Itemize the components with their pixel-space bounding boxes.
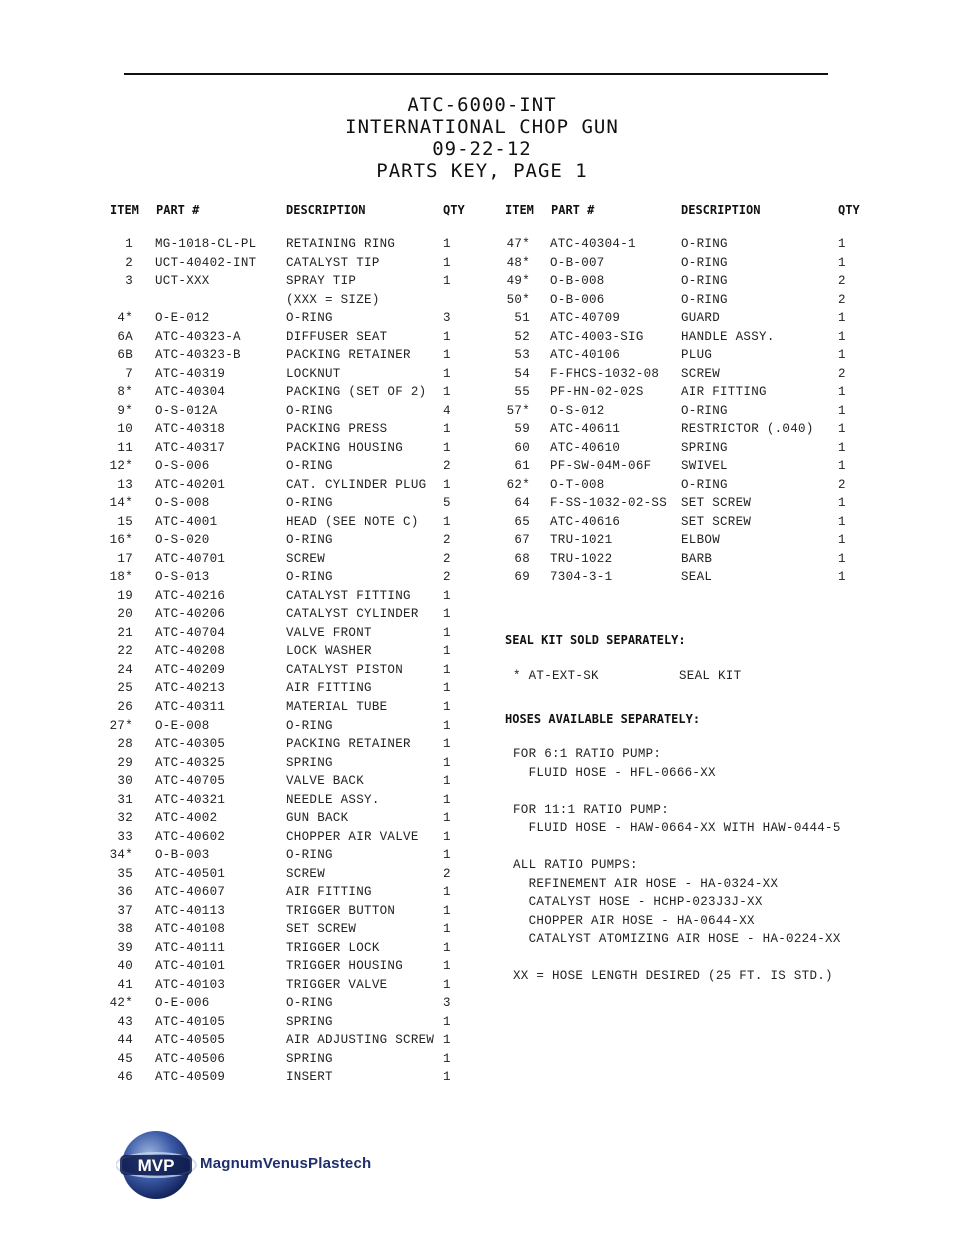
- cell-part: ATC-40701: [155, 551, 226, 566]
- cell-item: 9*: [117, 403, 133, 418]
- cell-item: 34*: [109, 848, 133, 863]
- cell-qty: 3: [443, 996, 451, 1011]
- cell-part: ATC-40209: [155, 662, 226, 677]
- cell-item: 52: [514, 329, 530, 344]
- cell-part: ATC-40105: [155, 1014, 226, 1029]
- cell-part: PF-SW-04M-06F: [550, 459, 652, 474]
- cell-item: 6A: [117, 329, 133, 344]
- cell-description: O-RING: [286, 459, 333, 474]
- cell-qty: 1: [838, 496, 846, 511]
- cell-qty: 2: [838, 477, 846, 492]
- cell-item: 50*: [506, 292, 530, 307]
- seal-kit-part: * AT-EXT-SK: [513, 669, 599, 683]
- cell-description: INSERT: [286, 1070, 333, 1085]
- cell-part: ATC-40201: [155, 477, 226, 492]
- cell-part: ATC-40216: [155, 588, 226, 603]
- cell-item: 65: [514, 514, 530, 529]
- cell-description: RESTRICTOR (.040): [681, 422, 814, 437]
- left-col-item-header: ITEM: [110, 203, 139, 217]
- hose-line: CATALYST HOSE - HCHP-023J3J-XX: [513, 895, 763, 909]
- cell-part: ATC-40317: [155, 440, 226, 455]
- cell-description: CATALYST TIP: [286, 255, 380, 270]
- cell-qty: 1: [443, 811, 451, 826]
- hose-line: ALL RATIO PUMPS:: [513, 858, 638, 872]
- cell-qty: 3: [443, 311, 451, 326]
- cell-qty: 1: [443, 848, 451, 863]
- cell-description: SPRING: [286, 1051, 333, 1066]
- cell-description: O-RING: [286, 311, 333, 326]
- cell-qty: 1: [443, 625, 451, 640]
- cell-description: SET SCREW: [681, 496, 752, 511]
- cell-item: 20: [117, 607, 133, 622]
- hose-line: CATALYST ATOMIZING AIR HOSE - HA-0224-XX: [513, 932, 841, 946]
- cell-part: O-S-020: [155, 533, 210, 548]
- cell-item: 39: [117, 940, 133, 955]
- cell-description: O-RING: [681, 477, 728, 492]
- cell-description: SET SCREW: [286, 922, 357, 937]
- hose-line: XX = HOSE LENGTH DESIRED (25 FT. IS STD.): [513, 969, 833, 983]
- hose-line: REFINEMENT AIR HOSE - HA-0324-XX: [513, 876, 779, 891]
- cell-qty: 1: [443, 1051, 451, 1066]
- cell-qty: 2: [443, 866, 451, 881]
- hoses-heading: HOSES AVAILABLE SEPARATELY:: [505, 712, 701, 726]
- cell-item: 57*: [506, 403, 530, 418]
- cell-item: 3: [125, 274, 133, 289]
- cell-item: 64: [514, 496, 530, 511]
- cell-item: 37: [117, 903, 133, 918]
- cell-item: 36: [117, 885, 133, 900]
- cell-item: 24: [117, 662, 133, 677]
- cell-item: 67: [514, 533, 530, 548]
- cell-qty: 1: [443, 1033, 451, 1048]
- cell-part: O-S-008: [155, 496, 210, 511]
- cell-qty: 1: [443, 255, 451, 270]
- cell-qty: 2: [838, 274, 846, 289]
- right-col-item-header: ITEM: [505, 203, 534, 217]
- cell-part: F-FHCS-1032-08: [550, 366, 660, 381]
- cell-item: 61: [514, 459, 530, 474]
- cell-part: ATC-40602: [155, 829, 226, 844]
- cell-item: 25: [117, 681, 133, 696]
- hose-line: FLUID HOSE - HFL-0666-XX: [513, 765, 716, 780]
- hose-line: FOR 11:1 RATIO PUMP:: [513, 802, 670, 817]
- cell-description: O-RING: [286, 533, 333, 548]
- cell-part: TRU-1021: [550, 533, 613, 548]
- cell-qty: 1: [443, 977, 451, 992]
- cell-part: ATC-40709: [550, 311, 621, 326]
- cell-part: ATC-4001: [155, 514, 218, 529]
- cell-qty: 1: [443, 700, 451, 714]
- cell-part: O-S-013: [155, 570, 210, 585]
- cell-part: ATC-40611: [550, 422, 621, 437]
- cell-item: 4*: [117, 311, 133, 326]
- cell-item: 13: [117, 477, 133, 492]
- cell-part: O-E-006: [155, 996, 210, 1011]
- cell-description: SCREW: [681, 366, 721, 381]
- cell-description: O-RING: [286, 996, 333, 1011]
- cell-qty: 1: [443, 792, 451, 807]
- cell-description: ELBOW: [681, 533, 721, 548]
- cell-description: CAT. CYLINDER PLUG: [286, 477, 427, 492]
- cell-description: SPRING: [286, 1014, 333, 1029]
- cell-description: AIR ADJUSTING SCREW: [286, 1033, 435, 1048]
- cell-description: SEAL: [681, 570, 713, 585]
- cell-qty: 1: [443, 940, 451, 955]
- cell-item: 38: [117, 922, 133, 937]
- cell-part: TRU-1022: [550, 551, 613, 566]
- cell-item: 48*: [506, 255, 530, 270]
- cell-description: SET SCREW: [681, 514, 752, 529]
- cell-description: O-RING: [286, 718, 333, 733]
- cell-qty: 1: [838, 348, 846, 363]
- cell-part: MG-1018-CL-PL: [155, 237, 257, 251]
- cell-item: 12*: [109, 459, 133, 474]
- cell-description: O-RING: [286, 403, 333, 418]
- left-col-qty-header: QTY: [443, 203, 465, 217]
- doc-title-date: 09-22-12: [432, 138, 532, 160]
- cell-item: 15: [117, 514, 133, 529]
- cell-qty: 2: [838, 292, 846, 307]
- cell-qty: 1: [838, 237, 846, 251]
- cell-part: ATC-40101: [155, 959, 226, 974]
- cell-qty: 1: [443, 237, 451, 251]
- top-rule: [124, 73, 828, 75]
- cell-qty: 1: [443, 737, 451, 752]
- cell-part: ATC-40213: [155, 681, 226, 696]
- cell-qty: 1: [443, 588, 451, 603]
- cell-qty: 1: [443, 755, 451, 770]
- cell-item: 17: [117, 551, 133, 566]
- cell-item: 68: [514, 551, 530, 566]
- cell-item: 47*: [506, 237, 530, 251]
- cell-description: DIFFUSER SEAT: [286, 329, 388, 344]
- cell-part: ATC-40208: [155, 644, 226, 659]
- cell-qty: 1: [838, 311, 846, 326]
- cell-part: ATC-40103: [155, 977, 226, 992]
- cell-qty: 2: [443, 533, 451, 548]
- seal-kit-heading: SEAL KIT SOLD SEPARATELY:: [505, 633, 686, 647]
- cell-item: 42*: [109, 996, 133, 1011]
- cell-description: O-RING: [681, 292, 728, 307]
- cell-item: 30: [117, 774, 133, 789]
- cell-item: 54: [514, 366, 530, 381]
- cell-description: MATERIAL TUBE: [286, 700, 388, 714]
- cell-item: 11: [117, 440, 133, 455]
- cell-part: O-E-008: [155, 718, 210, 733]
- cell-description: RETAINING RING: [286, 237, 396, 251]
- cell-qty: 1: [443, 718, 451, 733]
- cell-qty: 1: [838, 459, 846, 474]
- cell-item: 55: [514, 385, 530, 400]
- cell-part: ATC-40318: [155, 422, 226, 437]
- cell-description: AIR FITTING: [286, 681, 372, 696]
- cell-part: ATC-40319: [155, 366, 226, 381]
- cell-part: ATC-40323-B: [155, 348, 241, 363]
- cell-qty: 1: [838, 551, 846, 566]
- cell-item: 8*: [117, 385, 133, 400]
- cell-part: O-S-012: [550, 403, 605, 418]
- cell-qty: 1: [443, 1070, 451, 1085]
- cell-qty: 1: [443, 607, 451, 622]
- cell-item: 46: [117, 1070, 133, 1085]
- hose-line: FOR 6:1 RATIO PUMP:: [513, 747, 662, 761]
- right-col-qty-header: QTY: [838, 203, 860, 217]
- cell-description: NEEDLE ASSY.: [286, 792, 380, 807]
- cell-qty: 1: [838, 329, 846, 344]
- cell-description: O-RING: [681, 255, 728, 270]
- cell-description: CATALYST CYLINDER: [286, 607, 419, 622]
- cell-item: 6B: [117, 348, 133, 363]
- cell-item: 21: [117, 625, 133, 640]
- cell-qty: 1: [443, 440, 451, 455]
- doc-title-model: ATC-6000-INT: [407, 94, 557, 116]
- cell-description: O-RING: [681, 274, 728, 289]
- cell-item: 62*: [506, 477, 530, 492]
- cell-description: TRIGGER HOUSING: [286, 959, 404, 974]
- cell-part: ATC-40704: [155, 625, 226, 640]
- seal-kit-description: SEAL KIT: [679, 669, 742, 683]
- cell-description: O-RING: [681, 403, 728, 418]
- cell-qty: 1: [443, 922, 451, 937]
- cell-item: 45: [117, 1051, 133, 1066]
- cell-qty: 1: [443, 1014, 451, 1029]
- cell-description: PLUG: [681, 348, 713, 363]
- cell-item: 28: [117, 737, 133, 752]
- cell-description: SWIVEL: [681, 459, 728, 474]
- cell-qty: 2: [443, 551, 451, 566]
- cell-part: ATC-40106: [550, 348, 621, 363]
- cell-part: ATC-40113: [155, 903, 226, 918]
- cell-item: 53: [514, 348, 530, 363]
- cell-description: SPRING: [681, 440, 728, 455]
- right-col-description-header: DESCRIPTION: [681, 203, 761, 217]
- cell-description: (XXX = SIZE): [286, 292, 380, 307]
- cell-qty: 1: [443, 366, 451, 381]
- cell-part: O-T-008: [550, 477, 605, 492]
- cell-description: LOCKNUT: [286, 366, 341, 381]
- cell-part: F-SS-1032-02-SS: [550, 496, 668, 511]
- cell-item: 29: [117, 755, 133, 770]
- cell-qty: 1: [838, 403, 846, 418]
- cell-description: TRIGGER BUTTON: [286, 903, 396, 918]
- company-name: MagnumVenusPlastech: [200, 1155, 372, 1172]
- cell-qty: 1: [443, 514, 451, 529]
- cell-qty: 2: [443, 459, 451, 474]
- cell-part: UCT-40402-INT: [155, 255, 257, 270]
- cell-part: ATC-40311: [155, 700, 226, 714]
- cell-item: 16*: [109, 533, 133, 548]
- cell-part: O-B-008: [550, 274, 605, 289]
- cell-part: 7304-3-1: [550, 570, 613, 585]
- cell-description: SPRING: [286, 755, 333, 770]
- cell-part: ATC-40323-A: [155, 329, 241, 344]
- cell-item: 40: [117, 959, 133, 974]
- cell-qty: 1: [443, 422, 451, 437]
- cell-item: 51: [514, 311, 530, 326]
- cell-part: ATC-40304: [155, 385, 226, 400]
- cell-qty: 1: [443, 385, 451, 400]
- cell-description: VALVE BACK: [286, 774, 365, 789]
- cell-part: O-B-006: [550, 292, 605, 307]
- left-col-description-header: DESCRIPTION: [286, 203, 366, 217]
- cell-description: PACKING (SET OF 2): [286, 385, 427, 400]
- hose-line: CHOPPER AIR HOSE - HA-0644-XX: [513, 913, 755, 928]
- cell-item: 22: [117, 644, 133, 659]
- cell-part: ATC-40325: [155, 755, 226, 770]
- cell-part: ATC-40206: [155, 607, 226, 622]
- cell-description: SCREW: [286, 551, 326, 566]
- cell-description: AIR FITTING: [681, 385, 767, 400]
- cell-item: 31: [117, 792, 133, 807]
- cell-qty: 1: [443, 477, 451, 492]
- cell-description: SCREW: [286, 866, 326, 881]
- cell-part: O-B-007: [550, 255, 605, 270]
- cell-qty: 5: [443, 496, 451, 511]
- cell-qty: 1: [838, 533, 846, 548]
- cell-item: 49*: [506, 274, 530, 289]
- cell-item: 10: [117, 422, 133, 437]
- cell-qty: 1: [443, 959, 451, 974]
- cell-part: ATC-40304-1: [550, 237, 636, 251]
- cell-description: HEAD (SEE NOTE C): [286, 514, 419, 529]
- cell-qty: 1: [838, 514, 846, 529]
- cell-qty: 1: [443, 662, 451, 677]
- cell-part: ATC-40501: [155, 866, 226, 881]
- cell-part: O-S-012A: [155, 403, 218, 418]
- cell-description: TRIGGER LOCK: [286, 940, 380, 955]
- cell-description: TRIGGER VALVE: [286, 977, 388, 992]
- cell-part: ATC-40506: [155, 1051, 226, 1066]
- cell-qty: 1: [838, 385, 846, 400]
- cell-qty: 1: [443, 903, 451, 918]
- cell-description: PACKING PRESS: [286, 422, 388, 437]
- cell-item: 26: [117, 700, 133, 714]
- cell-part: ATC-40505: [155, 1033, 226, 1048]
- cell-part: ATC-40111: [155, 940, 226, 955]
- cell-item: 41: [117, 977, 133, 992]
- cell-part: ATC-40616: [550, 514, 621, 529]
- logo-mark: MVP: [137, 1156, 175, 1175]
- cell-description: CHOPPER AIR VALVE: [286, 829, 419, 844]
- cell-part: PF-HN-02-02S: [550, 385, 644, 400]
- cell-part: UCT-XXX: [155, 274, 210, 289]
- cell-qty: 1: [443, 885, 451, 900]
- doc-title-name: INTERNATIONAL CHOP GUN: [345, 116, 619, 138]
- cell-item: 32: [117, 811, 133, 826]
- cell-description: O-RING: [286, 848, 333, 863]
- cell-qty: 1: [838, 255, 846, 270]
- cell-qty: 1: [838, 422, 846, 437]
- cell-qty: 2: [443, 570, 451, 585]
- cell-qty: 1: [443, 348, 451, 363]
- hose-line: FLUID HOSE - HAW-0664-XX WITH HAW-0444-5: [513, 821, 841, 835]
- cell-qty: 1: [443, 274, 451, 289]
- cell-part: O-E-012: [155, 311, 210, 326]
- cell-description: SPRAY TIP: [286, 274, 357, 289]
- cell-item: 7: [125, 366, 133, 381]
- cell-qty: 4: [443, 403, 451, 418]
- cell-part: ATC-40607: [155, 885, 226, 900]
- cell-item: 43: [117, 1014, 133, 1029]
- cell-part: ATC-40610: [550, 440, 621, 455]
- cell-description: VALVE FRONT: [286, 625, 372, 640]
- cell-part: ATC-40509: [155, 1070, 226, 1085]
- cell-qty: 1: [838, 440, 846, 455]
- cell-part: O-S-006: [155, 459, 210, 474]
- cell-description: O-RING: [286, 496, 333, 511]
- cell-item: 27*: [109, 718, 133, 733]
- cell-description: LOCK WASHER: [286, 644, 372, 659]
- cell-qty: 1: [443, 329, 451, 344]
- cell-description: CATALYST PISTON: [286, 662, 404, 677]
- cell-qty: 1: [838, 570, 846, 585]
- cell-part: ATC-40305: [155, 737, 226, 752]
- cell-description: O-RING: [286, 570, 333, 585]
- cell-description: O-RING: [681, 237, 728, 251]
- cell-part: ATC-40321: [155, 792, 226, 807]
- cell-qty: 1: [443, 829, 451, 844]
- cell-part: O-B-003: [155, 848, 210, 863]
- cell-item: 35: [117, 866, 133, 881]
- cell-item: 1: [125, 237, 133, 251]
- cell-description: CATALYST FITTING: [286, 588, 411, 603]
- cell-item: 44: [117, 1033, 133, 1048]
- cell-part: ATC-4003-SIG: [550, 329, 644, 344]
- cell-item: 2: [125, 255, 133, 270]
- cell-description: HANDLE ASSY.: [681, 329, 775, 344]
- cell-qty: 1: [443, 774, 451, 789]
- cell-description: GUARD: [681, 311, 721, 326]
- cell-item: 59: [514, 422, 530, 437]
- cell-description: PACKING RETAINER: [286, 348, 411, 363]
- cell-item: 18*: [109, 570, 133, 585]
- cell-item: 14*: [109, 496, 133, 511]
- cell-part: ATC-40705: [155, 774, 226, 789]
- left-col-part-header: PART #: [156, 203, 200, 217]
- cell-item: 69: [514, 570, 530, 585]
- cell-item: 33: [117, 829, 133, 844]
- cell-item: 60: [514, 440, 530, 455]
- right-col-part-header: PART #: [551, 203, 595, 217]
- cell-qty: 1: [443, 644, 451, 659]
- cell-part: ATC-4002: [155, 811, 218, 826]
- cell-description: PACKING RETAINER: [286, 737, 411, 752]
- doc-title-page: PARTS KEY, PAGE 1: [376, 160, 588, 182]
- cell-description: GUN BACK: [286, 811, 349, 826]
- cell-description: BARB: [681, 551, 713, 566]
- cell-description: PACKING HOUSING: [286, 440, 404, 455]
- cell-description: AIR FITTING: [286, 885, 372, 900]
- cell-qty: 2: [838, 366, 846, 381]
- cell-part: ATC-40108: [155, 922, 226, 937]
- cell-qty: 1: [443, 681, 451, 696]
- cell-item: 19: [117, 588, 133, 603]
